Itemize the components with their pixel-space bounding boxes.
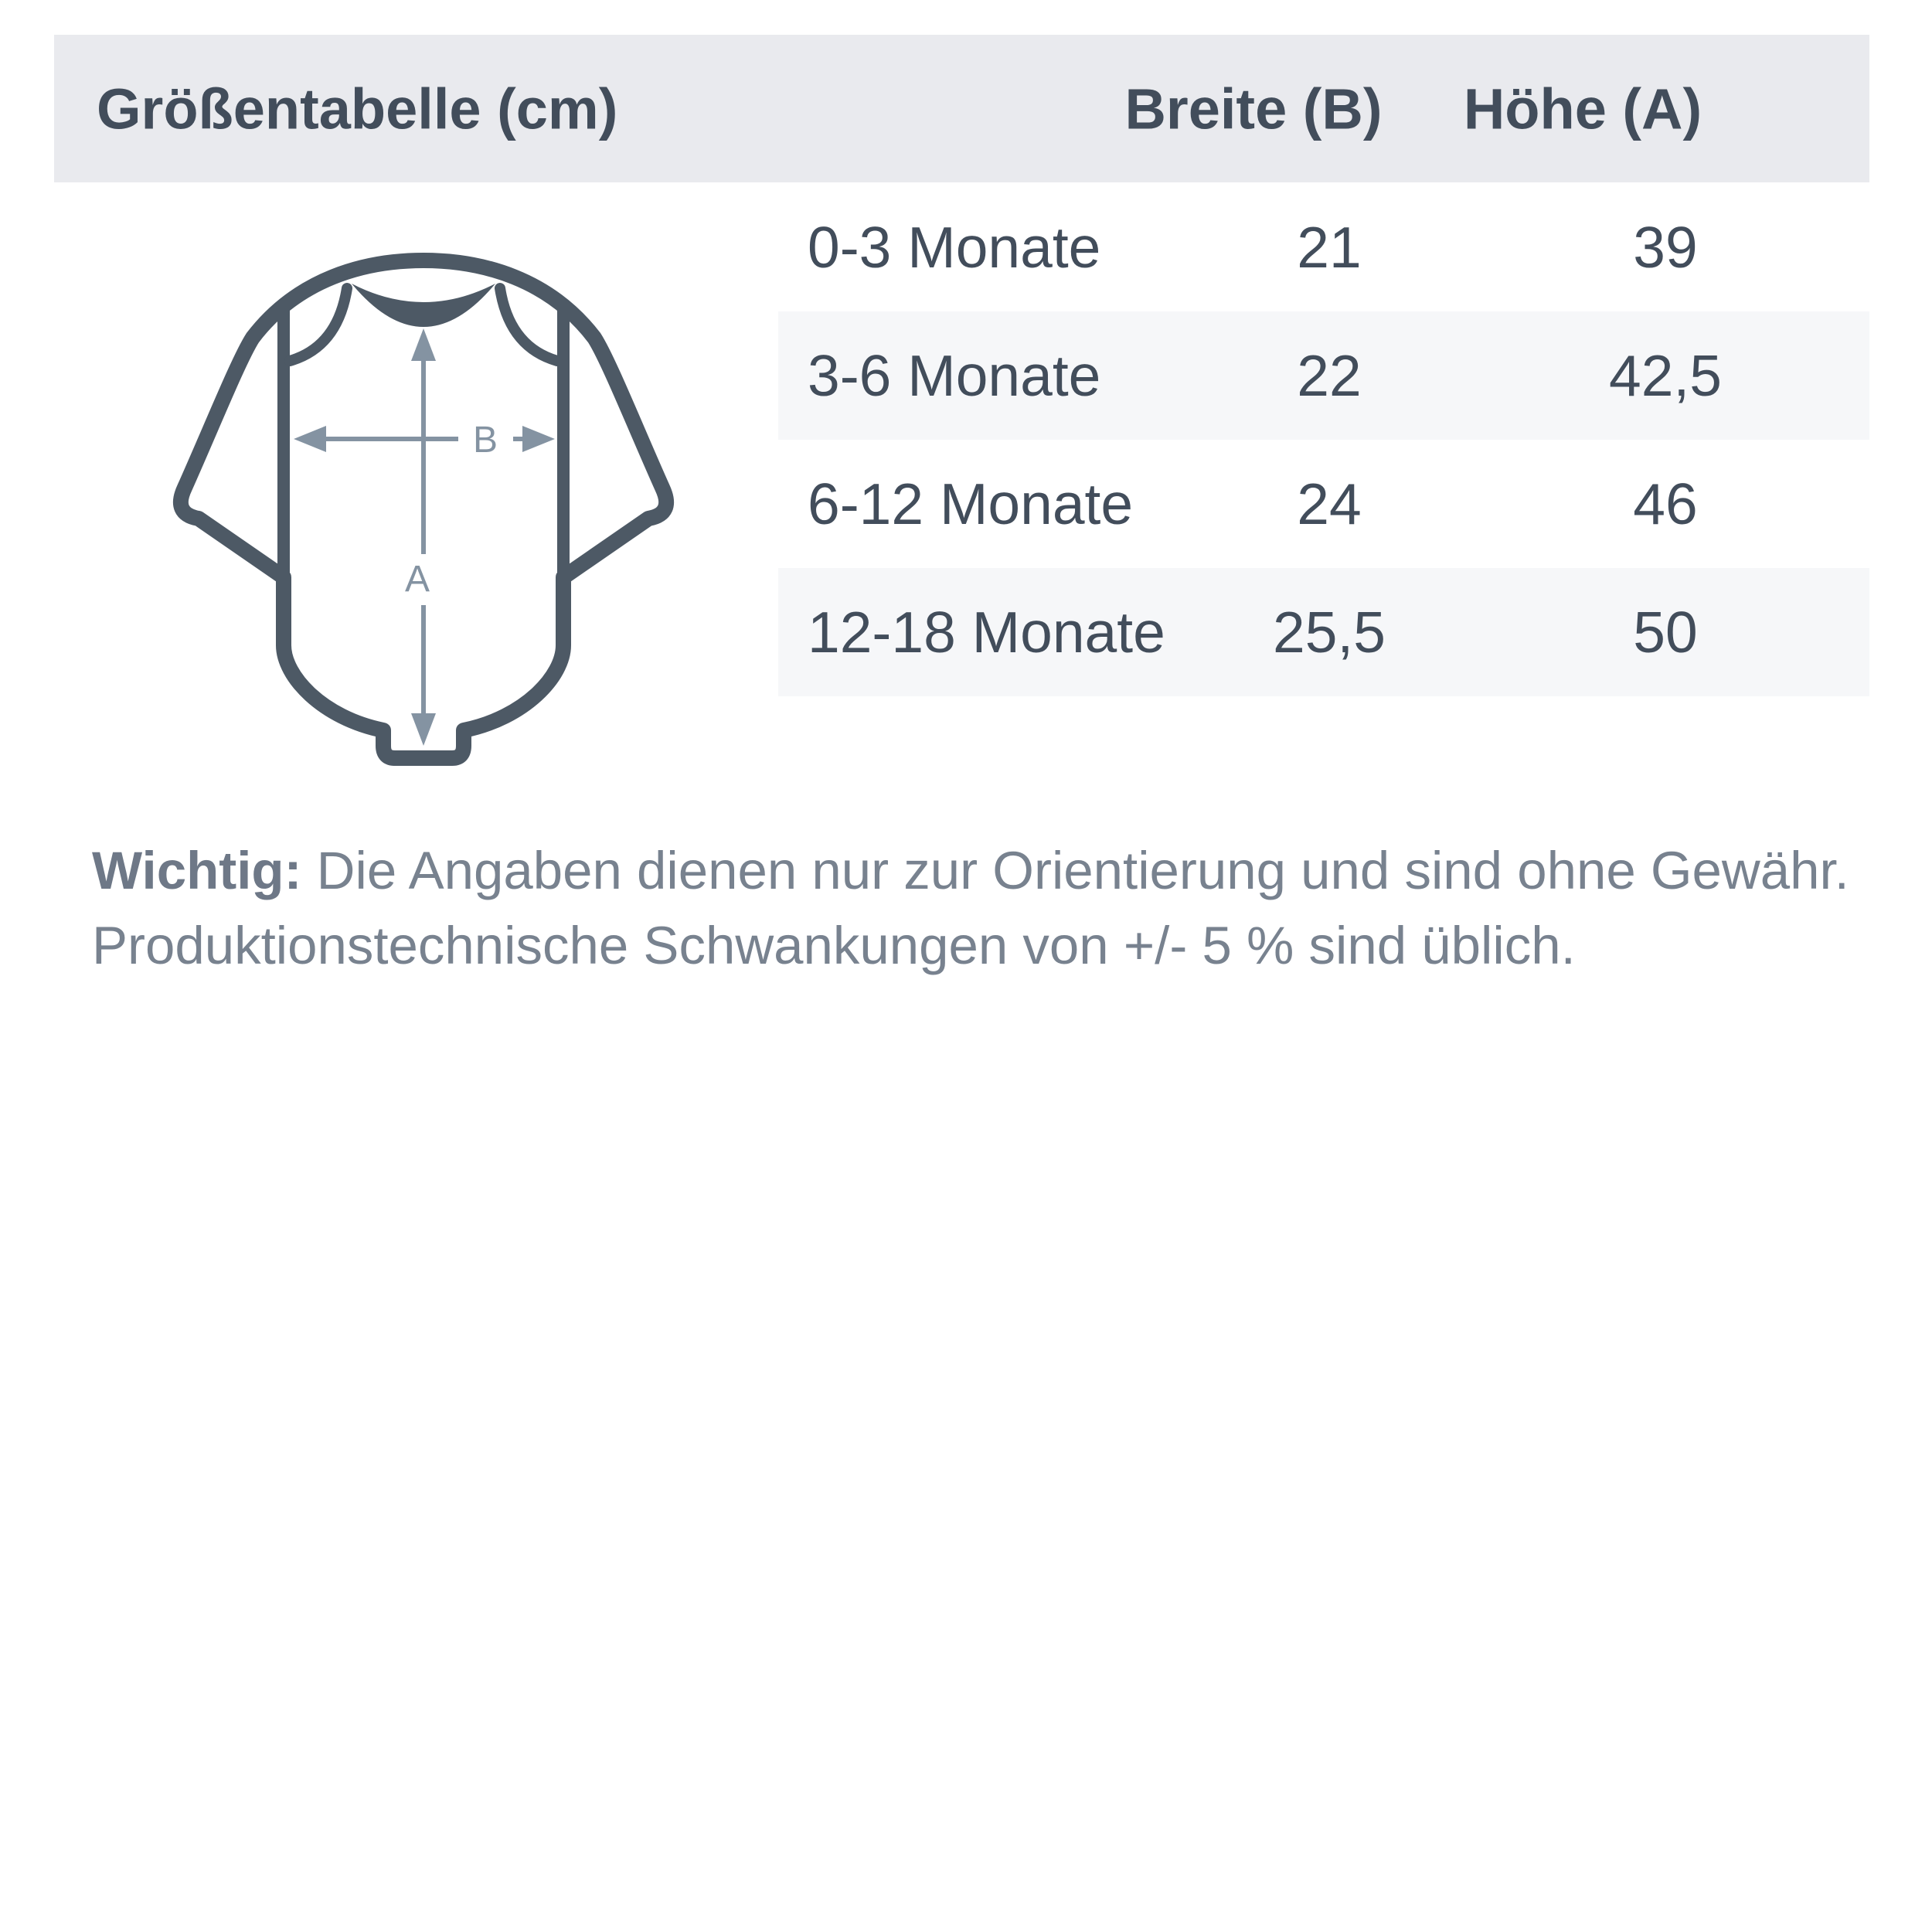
height-arrow-label: A [404, 559, 430, 600]
size-chart-title: Größentabelle (cm) [97, 77, 618, 141]
row-label: 3-6 Monate [808, 343, 1101, 408]
size-disclaimer [92, 833, 1885, 983]
disclaimer-line1-text: Die Angaben dienen nur zur Orientierung und sind ohne Gewähr. [316, 841, 1849, 900]
table-row [778, 568, 1869, 696]
row-breite-value: 24 [1297, 471, 1362, 536]
disclaimer-line-1 [92, 833, 1885, 908]
row-hoehe-value: 50 [1633, 600, 1698, 665]
size-chart-header [54, 35, 1869, 182]
row-label: 6-12 Monate [808, 471, 1134, 536]
table-row [778, 183, 1869, 311]
row-label: 12-18 Monate [808, 600, 1165, 665]
row-breite-value: 22 [1297, 343, 1362, 408]
column-header-hoehe: Höhe (A) [1463, 77, 1702, 141]
row-breite-value: 21 [1297, 215, 1362, 280]
row-breite-value: 25,5 [1273, 600, 1386, 665]
disclaimer-prefix: Wichtig: [92, 841, 302, 900]
row-hoehe-value: 46 [1633, 471, 1698, 536]
size-table [778, 183, 1869, 696]
column-header-breite: Breite (B) [1124, 77, 1383, 141]
width-arrow-label: B [472, 420, 498, 461]
row-hoehe-value: 42,5 [1609, 343, 1722, 408]
row-label: 0-3 Monate [808, 215, 1101, 280]
baby-bodysuit-diagram [166, 243, 681, 777]
row-hoehe-value: 39 [1633, 215, 1698, 280]
disclaimer-line-2: Produktionstechnische Schwankungen von +/- 5 % sind üblich. [92, 916, 1576, 975]
table-row [778, 440, 1869, 568]
table-row [778, 311, 1869, 440]
